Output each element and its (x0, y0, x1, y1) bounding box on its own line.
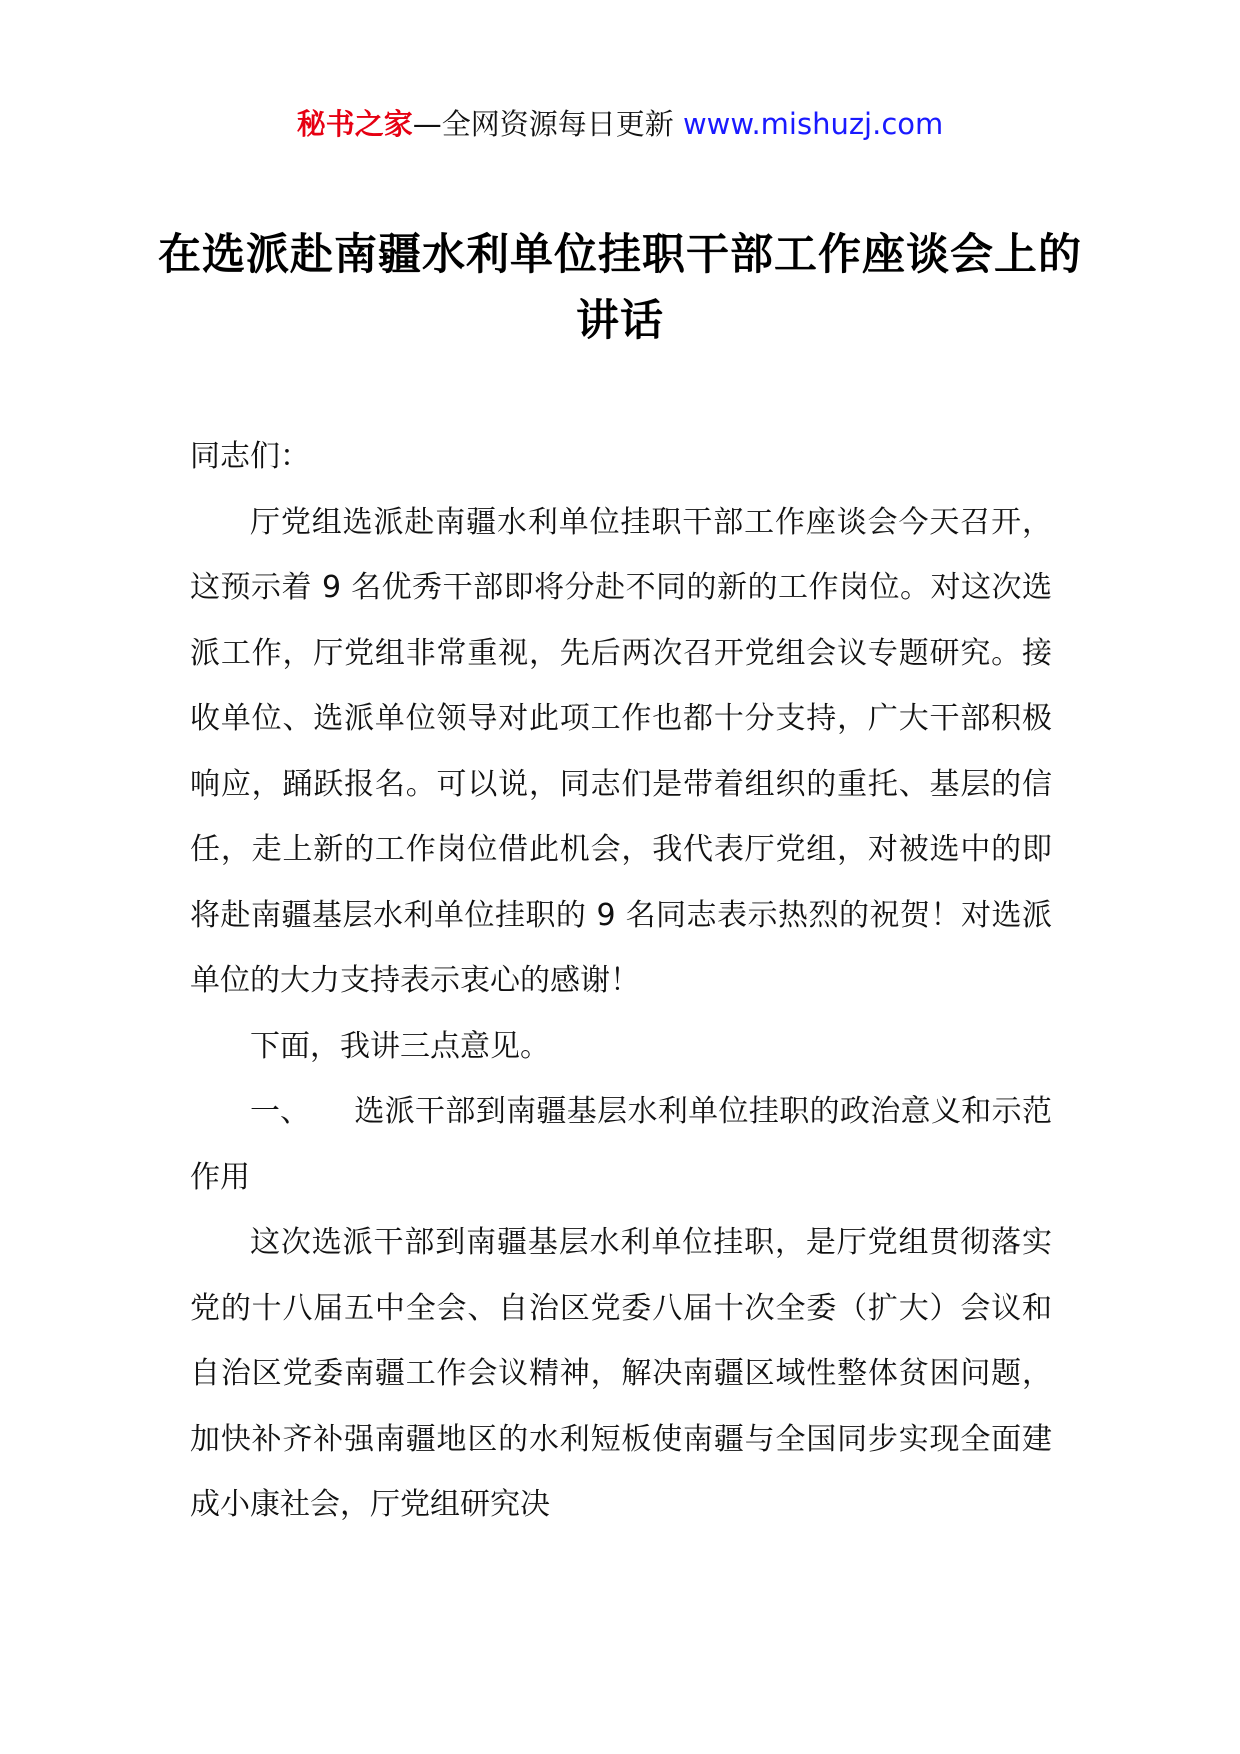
section-heading-1 (190, 1079, 1052, 1210)
site-header (0, 104, 1240, 144)
header-separator: — (412, 107, 442, 141)
paragraph-outline: 下面，我讲三点意见。 (250, 1028, 550, 1064)
salutation: 同志们： (190, 439, 310, 474)
document-body (190, 424, 1052, 1538)
brand-name: 秘书之家 (296, 107, 413, 141)
section-heading-text: 选派干部到南疆基层水利单位挂职的政治意义和示范作用 (190, 1094, 1052, 1195)
header-tagline: 全网资源每日更新 (441, 107, 674, 141)
paragraph-section1-body: 这次选派干部到南疆基层水利单位挂职，是厅党组贯彻落实党的十八届五中全会、自治区党委八届十次全委（扩大）会议和自治区党委南疆工作会议精神，解决南疆区域性整体贫困问题，加快补齐补强南疆地区的水利短板使南疆与全国同步实现全面建成小康社会，厅党组研究决 (190, 1225, 1052, 1522)
paragraph-intro: 厅党组选派赴南疆水利单位挂职干部工作座谈会今天召开，这预示着 9 名优秀干部即将分赴不同的新的工作岗位。对这次选派工作，厅党组非常重视，先后两次召开党组会议专题研究。接收单位、选派单位领导对此项工作也都十分支持，广大干部积极响应，踊跃报名。可以说，同志们是带着组织的重托、基层的信任，走上新的工作岗位借此机会，我代表厅党组，对被选中的即将赴南疆基层水利单位挂职的 9 名同志表示热烈的祝贺！对选派单位的大力支持表示衷心的感谢！ (190, 504, 1052, 998)
section-number: 一、 (250, 1094, 310, 1129)
document-title: 在选派赴南疆水利单位挂职干部工作座谈会上的讲话 (158, 230, 1082, 346)
site-url-link[interactable]: www.mishuzj.com (682, 107, 944, 141)
